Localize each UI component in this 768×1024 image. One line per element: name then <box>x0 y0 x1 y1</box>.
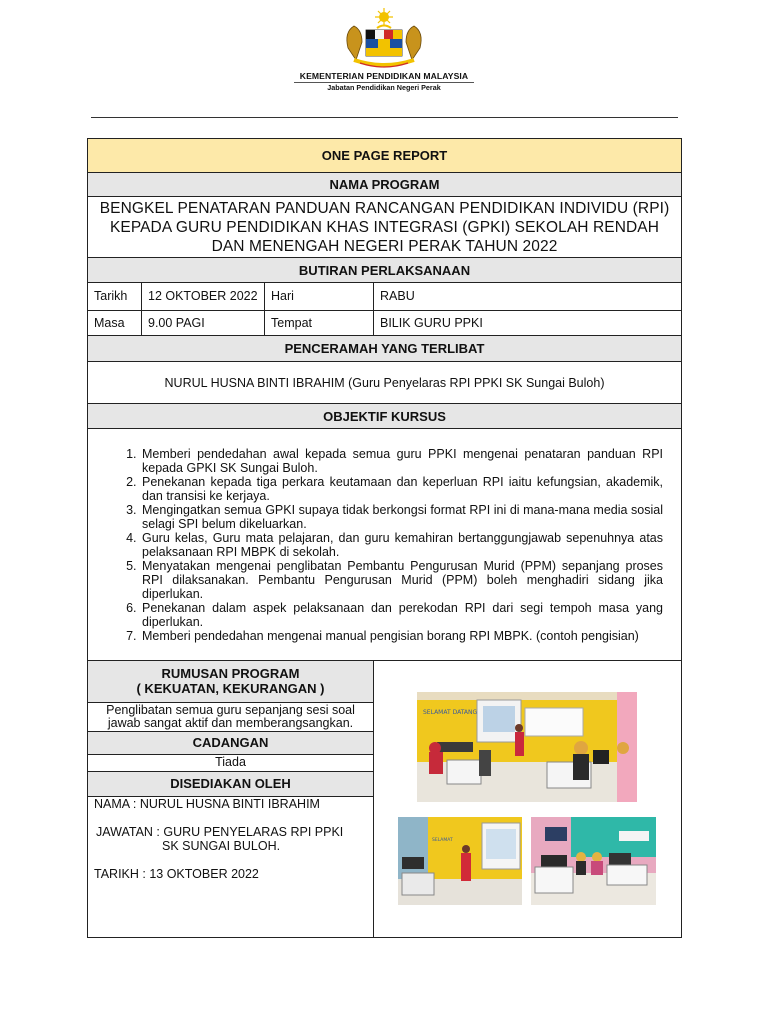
objective-item: 5. Menyatakan mengenai penglibatan Pembantu Pengurusan Murid (PPM) sepanjang proses RPI dilaksanakan. Pembantu Pengurusan Murid (PPM) boleh menghadiri sidang jika diperlukan. <box>140 559 663 601</box>
ministry-name: KEMENTERIAN PENDIDIKAN MALAYSIA <box>299 71 469 81</box>
summary-stack <box>88 661 373 881</box>
objective-item: 2. Penekanan kepada tiga perkara keutamaan dan keperluan RPI iaitu kefungsian, akademik, dan transisi ke kerjaya. <box>140 475 663 503</box>
objectives-cell <box>88 429 682 661</box>
time-label: Masa <box>88 311 142 336</box>
date-label: Tarikh <box>88 283 142 311</box>
workshop-photo-classroom-icon <box>417 692 637 802</box>
day-label: Hari <box>265 283 374 311</box>
summary-text: Penglibatan semua guru sepanjang sesi soal jawab sangat aktif dan memberangsangkan. <box>88 702 373 731</box>
summary-heading-line1: RUMUSAN PROGRAM <box>161 666 300 682</box>
prepared-position-line2: SK SUNGAI BULOH. <box>162 838 281 853</box>
time-value: 9.00 PAGI <box>142 311 265 336</box>
suggestion-heading: CADANGAN <box>88 731 373 754</box>
prepared-heading: DISEDIAKAN OLEH <box>88 771 373 796</box>
workshop-photo-computer-lab-icon <box>531 817 656 905</box>
report-table <box>87 138 682 938</box>
report-title: ONE PAGE REPORT <box>88 139 682 173</box>
prepared-date: TARIKH : 13 OKTOBER 2022 <box>94 866 259 881</box>
date-value: 12 OKTOBER 2022 <box>142 283 265 311</box>
objectives-list <box>94 447 663 643</box>
place-value: BILIK GURU PPKI <box>374 311 682 336</box>
objectives-heading: OBJEKTIF KURSUS <box>88 404 682 429</box>
objective-item: 3. Mengingatkan semua GPKI supaya tidak berkongsi format RPI ini di mana-mana media sosial selagi SPI belum dikeluarkan. <box>140 503 663 531</box>
department-name: Jabatan Pendidikan Negeri Perak <box>327 83 441 92</box>
malaysia-coat-of-arms-icon <box>338 8 430 72</box>
program-name: BENGKEL PENATARAN PANDUAN RANCANGAN PENDIDIKAN INDIVIDU (RPI) KEPADA GURU PENDIDIKAN KHAS INTEGRASI (GPKI) SEKOLAH RENDAH DAN MENENGAH NEGERI PERAK TAHUN 2022 <box>88 197 682 258</box>
suggestion-text: Tiada <box>88 754 373 771</box>
header-divider <box>91 117 678 118</box>
objective-item: 7. Memberi pendedahan mengenai manual pengisian borang RPI MBPK. (contoh pengisian) <box>140 629 663 643</box>
objective-item: 6. Penekanan dalam aspek pelaksanaan dan perekodan RPI dari segi tempoh masa yang diperlukan. <box>140 601 663 629</box>
summary-heading <box>88 661 373 702</box>
speaker-name: NURUL HUSNA BINTI IBRAHIM (Guru Penyelaras RPI PPKI SK Sungai Buloh) <box>88 362 682 404</box>
photos-panel <box>374 661 682 938</box>
workshop-photo-presenter-icon <box>398 817 522 905</box>
program-heading: NAMA PROGRAM <box>88 173 682 197</box>
prepared-position-line1: JAWATAN : GURU PENYELARAS RPI PPKI <box>96 824 344 839</box>
speakers-heading: PENCERAMAH YANG TERLIBAT <box>88 336 682 362</box>
prepared-details <box>88 796 373 881</box>
page-header <box>0 0 768 118</box>
objective-item: 4. Guru kelas, Guru mata pelajaran, dan guru kemahiran bertanggungjawab sepenuhnya atas pelaksanaan RPI MBPK di sekolah. <box>140 531 663 559</box>
summary-heading-line2: ( KEKUATAN, KEKURANGAN ) <box>136 681 325 697</box>
prepared-name: NAMA : NURUL HUSNA BINTI IBRAHIM <box>94 796 320 811</box>
details-heading: BUTIRAN PERLAKSANAAN <box>88 258 682 283</box>
left-panel <box>88 661 374 938</box>
objective-item: 1. Memberi pendedahan awal kepada semua guru PPKI mengenai penataran panduan RPI kepada GPKI SK Sungai Buloh. <box>140 447 663 475</box>
svg-text:SELAMAT: SELAMAT <box>432 838 453 843</box>
svg-text:SELAMAT DATANG: SELAMAT DATANG <box>423 709 478 716</box>
place-label: Tempat <box>265 311 374 336</box>
day-value: RABU <box>374 283 682 311</box>
